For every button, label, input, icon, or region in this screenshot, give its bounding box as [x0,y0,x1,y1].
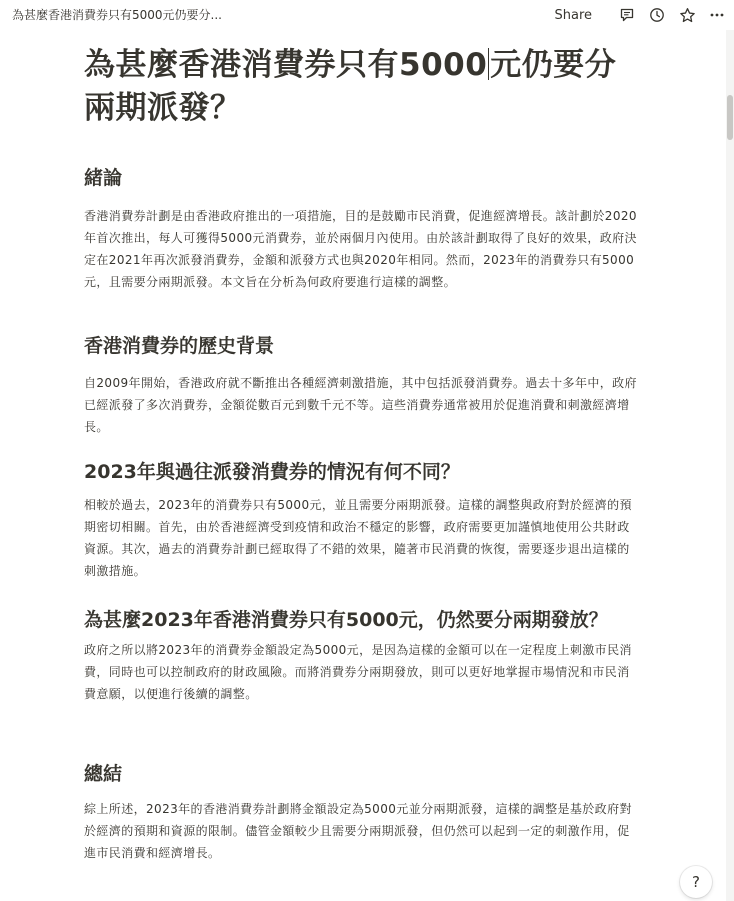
section-heading[interactable]: 香港消費券的歷史背景 [84,335,275,357]
topbar-actions [554,0,728,30]
page-content [84,30,640,860]
scrollbar[interactable] [726,30,734,901]
clock-icon[interactable] [646,4,668,26]
page-title-part2: 元仍要分兩期派發？ [84,47,617,126]
share-button[interactable]: Share [554,7,592,23]
section-body[interactable]: 相較於過去，2023年的消費券只有5000元，並且需要分兩期派發。這樣的調整與政府對於經濟的預期密切相關。首先，由於香港經濟受到疫情和政治不穩定的影響，政府需要更加謹慎地使用公共財政資源。其次，過去的消費券計劃已經取得了不錯的效果，隨著市民消費的恢復，需要逐步退出這樣的刺激措施。 [84,498,632,578]
page-title[interactable] [84,44,640,130]
top-bar [0,0,734,30]
section-conclusion [84,760,640,864]
section-body[interactable]: 自2009年開始，香港政府就不斷推出各種經濟刺激措施，其中包括派發消費券。過去十多年中，政府已經派發了多次消費券，金額從數百元到數千元不等。這些消費券通常被用於促進消費和刺激經濟增長。 [84,376,637,434]
scrollbar-thumb[interactable] [727,95,733,140]
comment-icon[interactable] [616,4,638,26]
page-title-part1: 為甚麼香港消費券只有5000 [84,47,488,83]
section-heading[interactable]: 緒論 [84,167,123,189]
section-body[interactable]: 政府之所以將2023年的消費券金額設定為5000元，是因為這樣的金額可以在一定程度上刺激市民消費，同時也可以控制政府的財政風險。而將消費券分兩期發放，則可以更好地掌握市場情況和市民消費意願，以便進行後續的調整。 [84,643,632,701]
more-icon[interactable] [706,4,728,26]
section-history [84,332,640,438]
section-heading[interactable]: 總結 [84,763,123,785]
star-icon[interactable] [676,4,698,26]
section-comparison [84,458,640,582]
section-heading[interactable]: 為甚麼2023年香港消費券只有5000元，仍然要分兩期發放？ [84,609,608,631]
section-body[interactable]: 香港消費券計劃是由香港政府推出的一項措施，目的是鼓勵市民消費，促進經濟增長。該計劃於2020年首次推出，每人可獲得5000元消費券，並於兩個月內使用。由於該計劃取得了良好的效果，政府決定在2021年再次派發消費券，金額和派發方式也與2020年相同。然而，2023年的消費券只有5000元，且需要分兩期派發。本文旨在分析為何政府要進行這樣的調整。 [84,209,637,289]
help-button[interactable]: ? [680,866,712,898]
section-body[interactable]: 綜上所述，2023年的香港消費券計劃將金額設定為5000元並分兩期派發，這樣的調整是基於政府對於經濟的預期和資源的限制。儘管金額較少且需要分兩期派發，但仍然可以起到一定的刺激作用，促進市民消費和經濟增長。 [84,802,632,860]
section-heading[interactable]: 2023年與過往派發消費券的情況有何不同？ [84,461,460,483]
breadcrumb[interactable]: 為甚麼香港消費券只有5000元仍要分... [12,8,222,22]
section-introduction [84,164,640,293]
section-reason [84,605,640,705]
